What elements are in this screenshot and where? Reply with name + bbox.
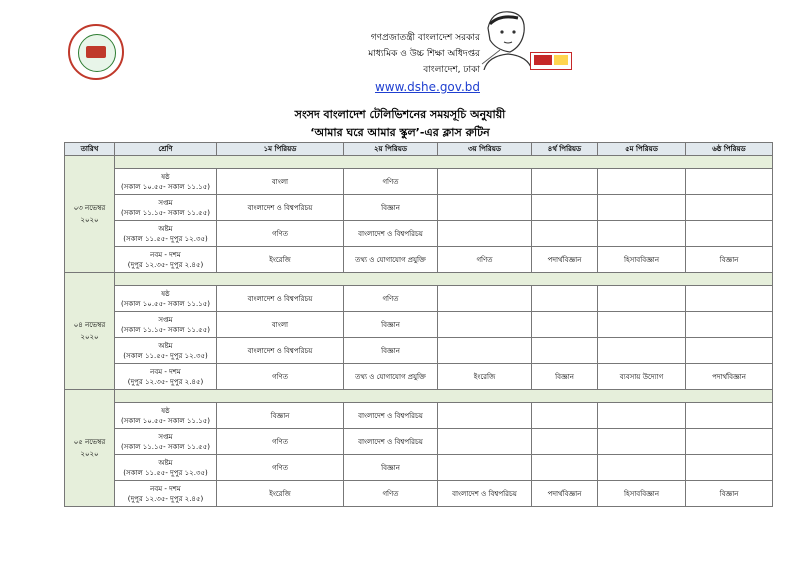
class-cell: নবম - দশম (দুপুর ১২.৩৫- দুপুর ২.৪৫) (115, 481, 217, 507)
period-cell: বিজ্ঞান (344, 338, 438, 364)
class-cell: ষষ্ঠ (সকাল ১০.৫৫- সকাল ১১.১৫) (115, 169, 217, 195)
table-row (65, 403, 773, 429)
period-cell (686, 286, 773, 312)
date-cell: ০৩ নভেম্বর ২০২০ (65, 156, 115, 273)
routine-title-line1: সংসদ বাংলাদেশ টেলিভিশনের সময়সূচি অনুযায়ী (294, 108, 506, 121)
period-cell: বাংলাদেশ ও বিশ্বপরিচয় (217, 338, 344, 364)
routine-title-line2: ‘আমার ঘরে আমার স্কুল’-এর ক্লাস রুটিন (310, 126, 490, 139)
table-row (65, 195, 773, 221)
period-cell (532, 169, 598, 195)
period-cell (598, 169, 686, 195)
table-header-row (65, 143, 773, 156)
period-cell: বিজ্ঞান (217, 403, 344, 429)
period-cell (532, 221, 598, 247)
period-cell (686, 221, 773, 247)
period-cell: গণিত (217, 364, 344, 390)
period-cell: ইংরেজি (217, 247, 344, 273)
date-cell: ০৪ নভেম্বর ২০২০ (65, 273, 115, 390)
period-cell: পদার্থবিজ্ঞান (532, 481, 598, 507)
class-cell: অষ্টম (সকাল ১১.৫৫- দুপুর ১২.৩৫) (115, 338, 217, 364)
period-cell: বিজ্ঞান (532, 364, 598, 390)
period-cell: গণিত (217, 455, 344, 481)
period-cell (598, 429, 686, 455)
period-cell: বিজ্ঞান (686, 247, 773, 273)
header-line-location: বাংলাদেশ, ঢাকা (423, 65, 480, 75)
period-cell: বাংলা (217, 312, 344, 338)
header-class: শ্রেণি (115, 143, 217, 156)
header-line-directorate: মাধ্যমিক ও উচ্চ শিক্ষা অধিদপ্তর (368, 49, 480, 59)
class-routine-table (64, 142, 773, 507)
period-cell: পদার্থবিজ্ঞান (532, 247, 598, 273)
period-cell (598, 195, 686, 221)
period-cell (532, 403, 598, 429)
period-cell (598, 221, 686, 247)
website-link[interactable]: www.dshe.gov.bd (374, 80, 480, 94)
period-cell: বাংলাদেশ ও বিশ্বপরিচয় (438, 481, 532, 507)
period-cell (438, 286, 532, 312)
period-cell (686, 169, 773, 195)
class-cell: ষষ্ঠ (সকাল ১০.৫৫- সকাল ১১.১৫) (115, 403, 217, 429)
class-cell: নবম - দশম (দুপুর ১২.৩৫- দুপুর ২.৪৫) (115, 247, 217, 273)
period-cell (686, 403, 773, 429)
period-cell: বিজ্ঞান (344, 195, 438, 221)
period-cell (532, 195, 598, 221)
period-cell (598, 338, 686, 364)
period-cell (438, 403, 532, 429)
period-cell (438, 169, 532, 195)
period-cell: হিসাববিজ্ঞান (598, 247, 686, 273)
period-cell (438, 221, 532, 247)
separator-row (65, 273, 773, 286)
period-cell: গণিত (217, 221, 344, 247)
class-cell: নবম - দশম (দুপুর ১২.৩৫- দুপুর ২.৪৫) (115, 364, 217, 390)
class-cell: সপ্তম (সকাল ১১.১৫- সকাল ১১.৫৫) (115, 429, 217, 455)
class-cell: সপ্তম (সকাল ১১.১৫- সকাল ১১.৫৫) (115, 195, 217, 221)
table-row (65, 286, 773, 312)
period-cell: ইংরেজি (217, 481, 344, 507)
class-cell: ষষ্ঠ (সকাল ১০.৫৫- সকাল ১১.১৫) (115, 286, 217, 312)
period-cell (598, 455, 686, 481)
header-period-5: ৫ম পিরিয়ড (598, 143, 686, 156)
table-row (65, 455, 773, 481)
table-row (65, 169, 773, 195)
period-cell: হিসাববিজ্ঞান (598, 481, 686, 507)
period-cell: গণিত (344, 169, 438, 195)
table-row (65, 338, 773, 364)
class-cell: অষ্টম (সকাল ১১.৫৫- দুপুর ১২.৩৫) (115, 455, 217, 481)
period-cell (438, 338, 532, 364)
period-cell: গণিত (344, 286, 438, 312)
period-cell: গণিত (344, 481, 438, 507)
period-cell (438, 195, 532, 221)
period-cell (532, 338, 598, 364)
table-row (65, 247, 773, 273)
period-cell (532, 312, 598, 338)
period-cell: বাংলাদেশ ও বিশ্বপরিচয় (217, 286, 344, 312)
period-cell (438, 429, 532, 455)
centenary-logo (530, 52, 572, 70)
table-row (65, 364, 773, 390)
date-cell: ০৫ নভেম্বর ২০২০ (65, 390, 115, 507)
period-cell: তথ্য ও যোগাযোগ প্রযুক্তি (344, 364, 438, 390)
header-period-2: ২য় পিরিয়ড (344, 143, 438, 156)
table-row (65, 429, 773, 455)
header-period-1: ১ম পিরিয়ড (217, 143, 344, 156)
period-cell: গণিত (217, 429, 344, 455)
header-period-4: ৪র্থ পিরিয়ড (532, 143, 598, 156)
period-cell: বিজ্ঞান (344, 455, 438, 481)
period-cell (532, 455, 598, 481)
period-cell (598, 403, 686, 429)
period-cell (686, 338, 773, 364)
period-cell: বিজ্ঞান (344, 312, 438, 338)
period-cell (686, 312, 773, 338)
period-cell: বাংলাদেশ ও বিশ্বপরিচয় (344, 429, 438, 455)
period-cell (438, 455, 532, 481)
period-cell (598, 312, 686, 338)
period-cell: গণিত (438, 247, 532, 273)
period-cell (532, 286, 598, 312)
period-cell: বাংলাদেশ ও বিশ্বপরিচয় (217, 195, 344, 221)
period-cell: বাংলা (217, 169, 344, 195)
period-cell (686, 455, 773, 481)
period-cell: বিজ্ঞান (686, 481, 773, 507)
class-cell: সপ্তম (সকাল ১১.১৫- সকাল ১১.৫৫) (115, 312, 217, 338)
table-row (65, 312, 773, 338)
header-period-6: ৬ষ্ঠ পিরিয়ড (686, 143, 773, 156)
period-cell (532, 429, 598, 455)
dshe-logo (68, 24, 124, 80)
book-icon (86, 46, 106, 58)
period-cell (438, 312, 532, 338)
table-row (65, 481, 773, 507)
period-cell: ইংরেজি (438, 364, 532, 390)
header-date: তারিখ (65, 143, 115, 156)
period-cell: ব্যবসায় উদ্যোগ (598, 364, 686, 390)
table-row (65, 221, 773, 247)
header-line-government: গণপ্রজাতন্ত্রী বাংলাদেশ সরকার (370, 33, 480, 43)
period-cell (598, 286, 686, 312)
page-header (330, 30, 480, 95)
period-cell: বাংলাদেশ ও বিশ্বপরিচয় (344, 221, 438, 247)
header-period-3: ৩য় পিরিয়ড (438, 143, 532, 156)
period-cell (686, 195, 773, 221)
separator-row (65, 390, 773, 403)
period-cell (686, 429, 773, 455)
period-cell: পদার্থবিজ্ঞান (686, 364, 773, 390)
class-cell: অষ্টম (সকাল ১১.৫৫- দুপুর ১২.৩৫) (115, 221, 217, 247)
period-cell: বাংলাদেশ ও বিশ্বপরিচয় (344, 403, 438, 429)
separator-row (65, 156, 773, 169)
period-cell: তথ্য ও যোগাযোগ প্রযুক্তি (344, 247, 438, 273)
